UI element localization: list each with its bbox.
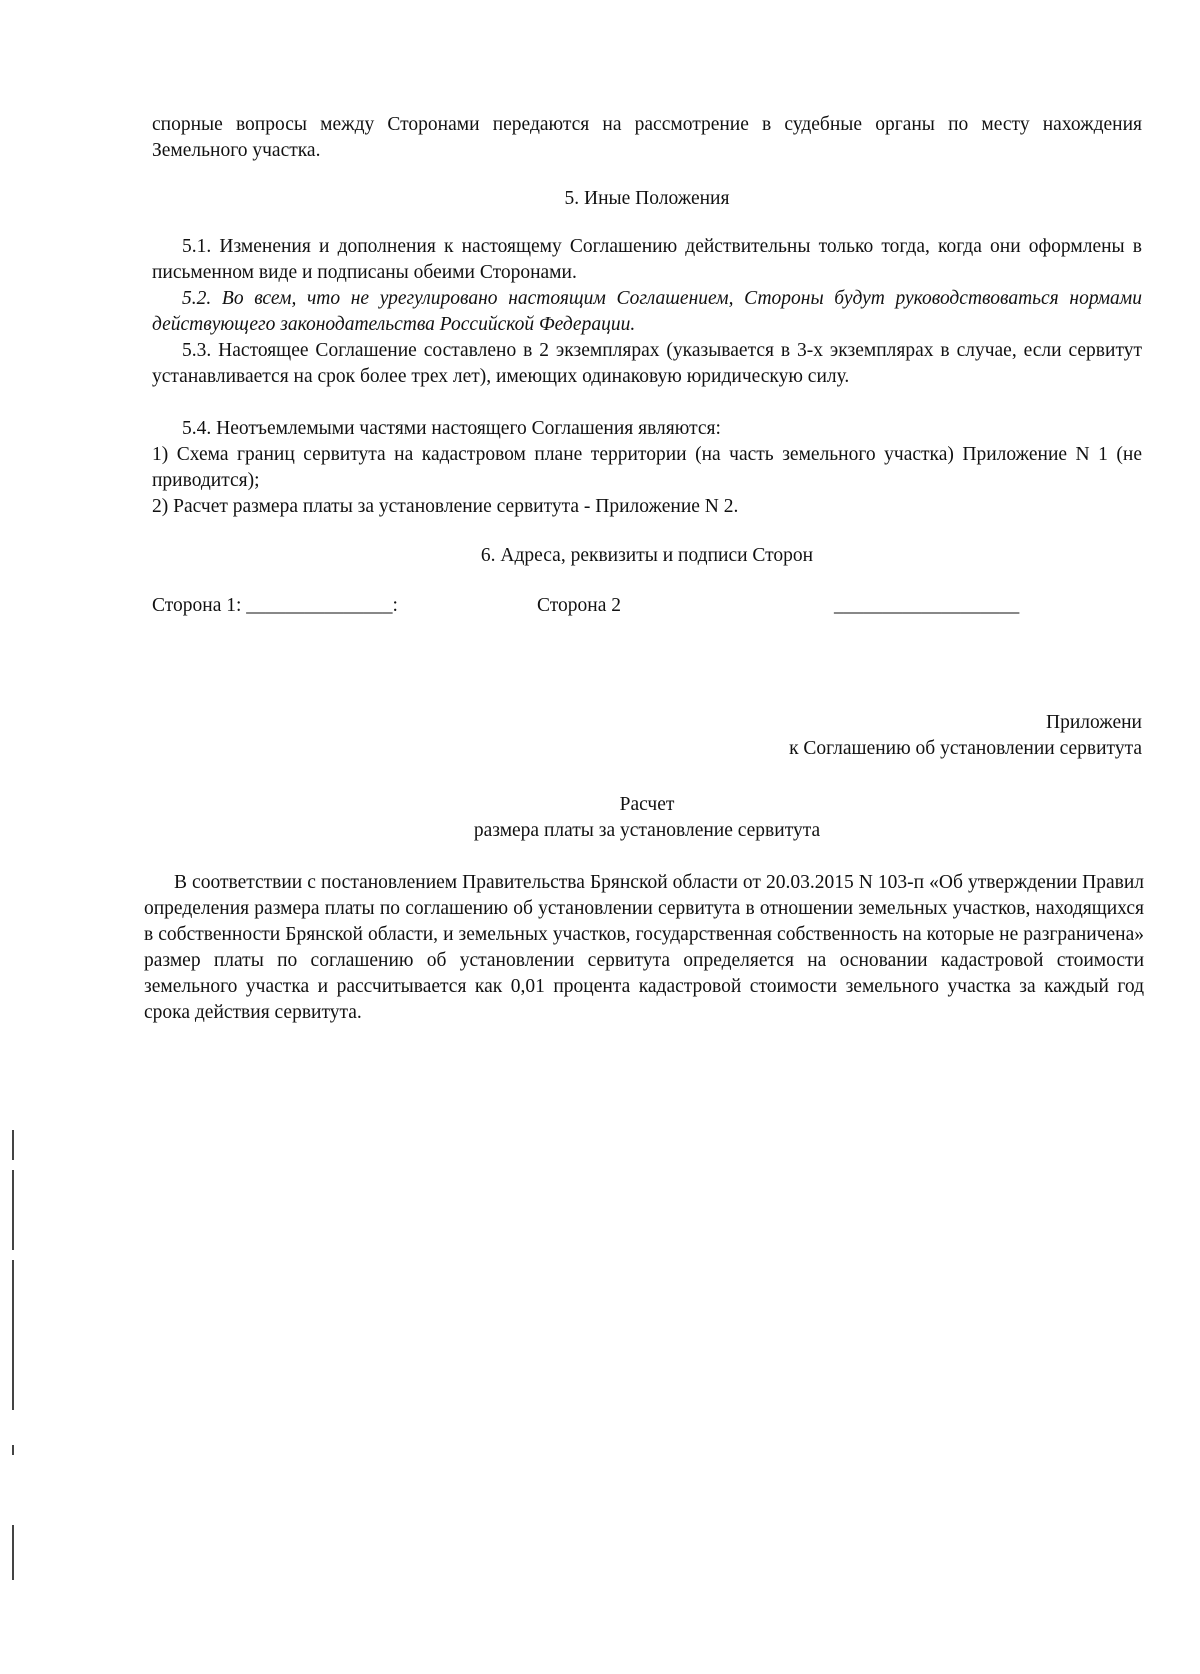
list-item-1-text: 1) Схема границ сервитута на кадастровом плане территории (на часть земельного участка) Приложение N 1 (не приводится);: [152, 444, 1142, 491]
clause-5-3-text: 5.3. Настоящее Соглашение составлено в 2 экземплярах (указывается в 3-х экземплярах в случае, если сервитут устанавливается на срок более трех лет), имеющих одинаковую юридическую силу.: [152, 340, 1142, 387]
clause-5-1: [152, 234, 1142, 286]
appendix-sublabel-text: к Соглашению об установлении сервитута: [789, 738, 1142, 759]
list-item-2-text: 2) Расчет размера платы за установление сервитута - Приложение N 2.: [152, 496, 739, 517]
clause-5-3: [152, 338, 1142, 390]
calc-body-text: В соответствии с постановлением Правительства Брянской области от 20.03.2015 N 103-п «Об утверждении Правил определения размера платы по соглашению об установлении сервитута в отношении земельных участков, находящихся в собственности Брянской области, и земельных участков, государственная собственность на которые не разграничена» размер платы по соглашению об установлении сервитута определяется на основании кадастровой стоимости земельного участка и рассчитывается как 0,01 процента кадастровой стоимости земельного участка за каждый год срока действия сервитута.: [144, 872, 1144, 1023]
scan-artifact-mark: [12, 1130, 14, 1160]
list-item-2: [152, 494, 1142, 520]
clause-5-2-text: 5.2. Во всем, что не урегулировано настоящим Соглашением, Стороны будут руководствоваться нормами действующего законодательства Российской Федерации.: [152, 288, 1142, 335]
intro-paragraph: [152, 112, 1142, 164]
scan-artifact-mark: [12, 1260, 14, 1410]
clause-5-4: [152, 416, 1142, 442]
section6-heading: [152, 543, 1142, 569]
appendix-label: [152, 710, 1142, 736]
appendix-label-text: Приложени: [1045, 712, 1142, 733]
calc-title-text: Расчет: [619, 794, 675, 815]
clause-5-2: [152, 286, 1142, 338]
list-item-1: [152, 442, 1142, 494]
party2-signature-line: ___________________: [834, 595, 1020, 616]
section5-heading-text: 5. Иные Положения: [564, 188, 730, 209]
section6-heading-text: 6. Адреса, реквизиты и подписи Сторон: [480, 545, 814, 566]
signature-row: [152, 593, 1052, 623]
scan-artifact-mark: [12, 1525, 14, 1580]
clause-5-4-text: 5.4. Неотъемлемыми частями настоящего Соглашения являются:: [182, 418, 721, 439]
clause-5-1-text: 5.1. Изменения и дополнения к настоящему Соглашению действительны только тогда, когда они оформлены в письменном виде и подписаны обеими Сторонами.: [152, 236, 1142, 283]
calc-body: [144, 870, 1144, 1026]
scan-artifact-mark: [12, 1445, 14, 1455]
section5-heading: [152, 186, 1142, 212]
scan-artifact-mark: [12, 1170, 14, 1250]
party2-label: Сторона 2: [537, 595, 621, 616]
intro-text: спорные вопросы между Сторонами передаются на рассмотрение в судебные органы по месту нахождения Земельного участка.: [152, 114, 1142, 161]
calc-subtitle-text: размера платы за установление сервитута: [473, 820, 821, 841]
appendix-sublabel: [152, 736, 1142, 762]
calc-title: [152, 792, 1142, 818]
party1-signature: Сторона 1: _______________:: [152, 595, 398, 616]
calc-subtitle: [152, 818, 1142, 844]
